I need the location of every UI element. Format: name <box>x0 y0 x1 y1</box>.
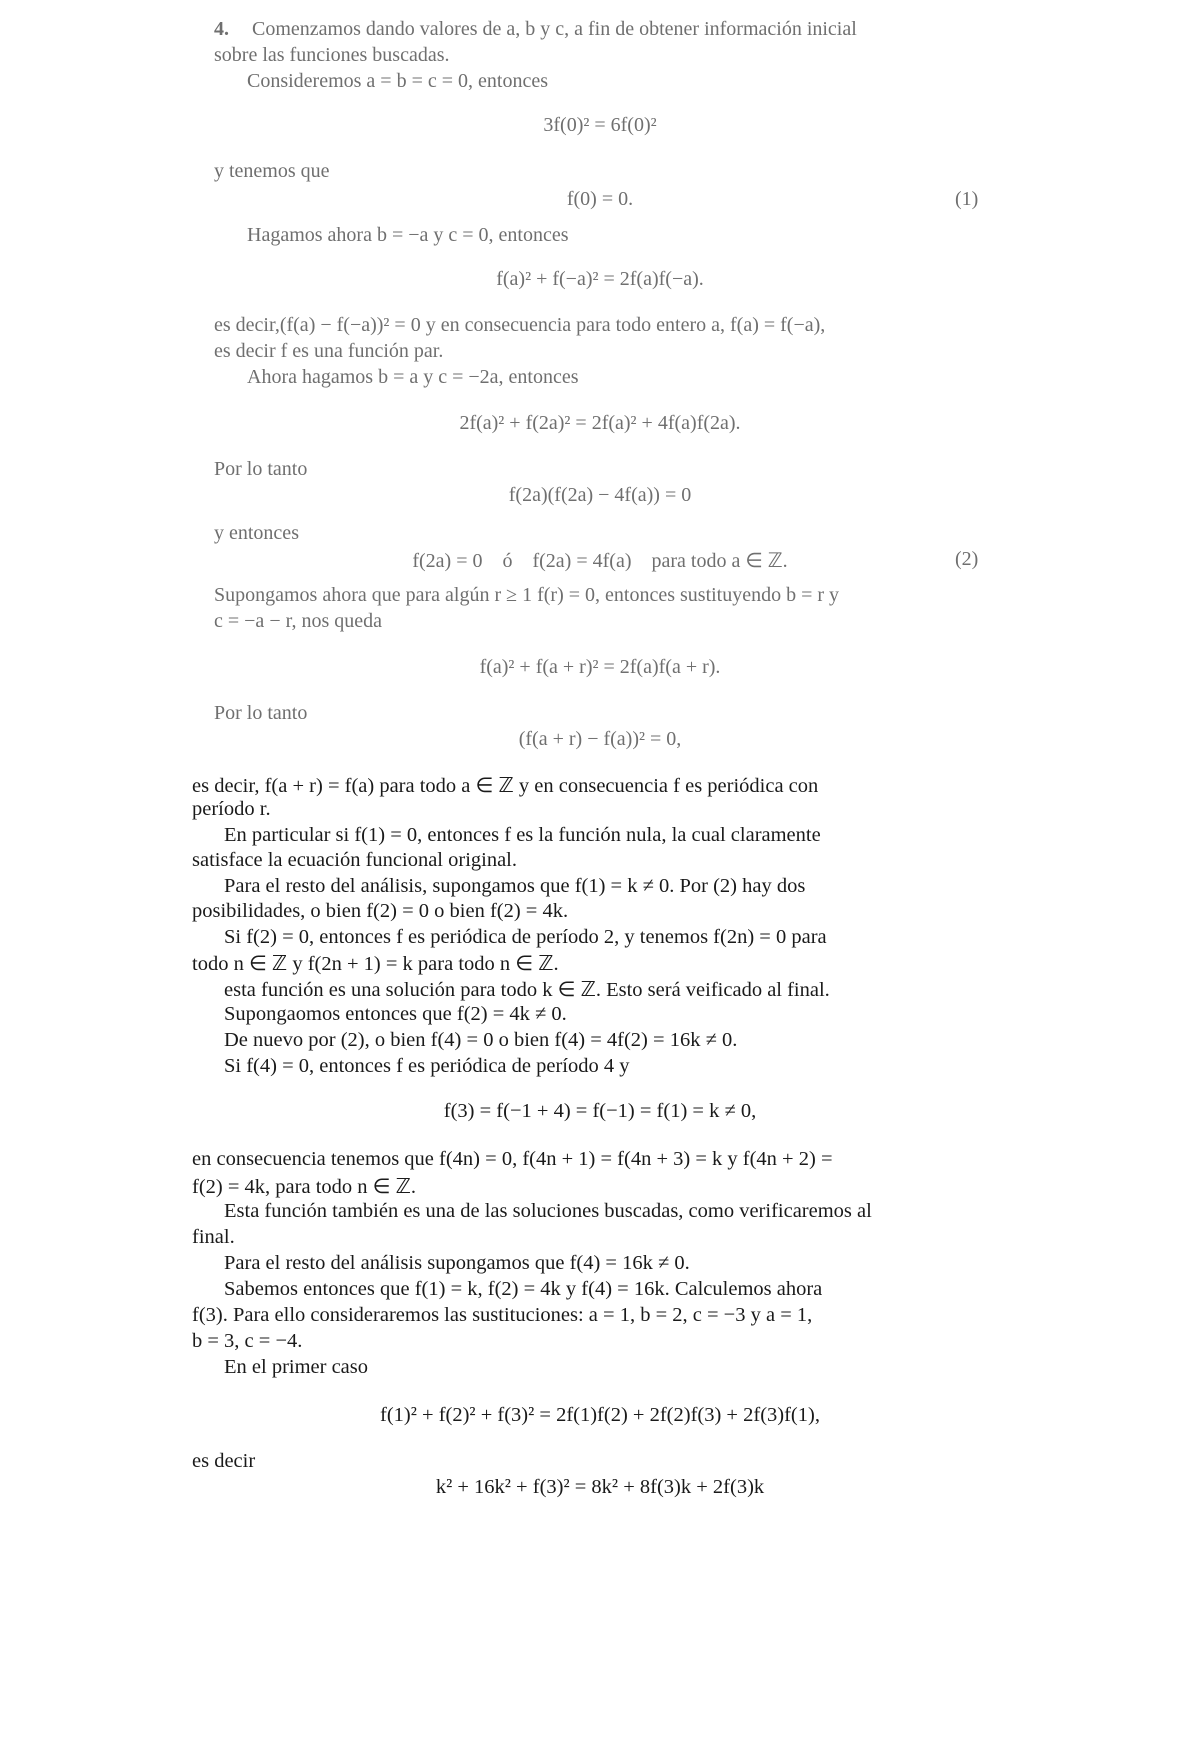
text-line: Supongaomos entonces que f(2) = 4k ≠ 0. <box>224 1003 567 1025</box>
text-line: y entonces <box>214 522 299 544</box>
text-line: Para el resto del análisis supongamos que f(4) = 16k ≠ 0. <box>224 1252 690 1274</box>
text-line: período r. <box>192 798 271 820</box>
text-line: esta función es una solución para todo k ∈ ℤ. Esto será veificado al final. <box>224 979 830 1001</box>
display-equation: k² + 16k² + f(3)² = 8k² + 8f(3)k + 2f(3)k <box>435 1476 765 1498</box>
text-line: sobre las funciones buscadas. <box>214 44 450 66</box>
display-equation: 3f(0)² = 6f(0)² <box>543 114 657 136</box>
text-line: Esta función también es una de las soluciones buscadas, como verificaremos al <box>224 1200 872 1222</box>
text-line: Por lo tanto <box>214 702 308 724</box>
text-line: es decir, f(a + r) = f(a) para todo a ∈ ℤ y en consecuencia f es periódica con <box>192 775 819 797</box>
text-line: Supongamos ahora que para algún r ≥ 1 f(r) = 0, entonces sustituyendo b = r y <box>214 584 840 606</box>
text-line: Ahora hagamos b = a y c = −2a, entonces <box>247 366 579 388</box>
text-line: En particular si f(1) = 0, entonces f es la función nula, la cual claramente <box>224 824 821 846</box>
text-line: Por lo tanto <box>214 458 308 480</box>
text-line: posibilidades, o bien f(2) = 0 o bien f(2) = 4k. <box>192 900 569 922</box>
display-equation: f(a)² + f(−a)² = 2f(a)f(−a). <box>496 268 704 290</box>
display-equation: f(2a)(f(2a) − 4f(a)) = 0 <box>508 484 692 506</box>
text-line: Hagamos ahora b = −a y c = 0, entonces <box>247 224 569 246</box>
text-line: c = −a − r, nos queda <box>214 610 382 632</box>
text-line: y tenemos que <box>214 160 330 182</box>
text-line: Comenzamos dando valores de a, b y c, a fin de obtener información inicial <box>252 18 857 40</box>
text-line: es decir,(f(a) − f(−a))² = 0 y en consecuencia para todo entero a, f(a) = f(−a), <box>214 314 826 336</box>
text-line: todo n ∈ ℤ y f(2n + 1) = k para todo n ∈ ℤ. <box>192 953 559 975</box>
display-equation: (f(a + r) − f(a))² = 0, <box>518 728 682 750</box>
text-line: es decir f es una función par. <box>214 340 444 362</box>
text-line: f(3). Para ello consideraremos las sustituciones: a = 1, b = 2, c = −3 y a = 1, <box>192 1304 813 1326</box>
display-equation: f(2a) = 0 ó f(2a) = 4f(a) para todo a ∈ ℤ. <box>412 550 788 572</box>
text-line: b = 3, c = −4. <box>192 1330 303 1352</box>
section-number: 4. <box>214 18 229 40</box>
equation-number: (2) <box>955 548 979 570</box>
text-line: Para el resto del análisis, supongamos que f(1) = k ≠ 0. Por (2) hay dos <box>224 875 806 897</box>
display-equation: f(3) = f(−1 + 4) = f(−1) = f(1) = k ≠ 0, <box>443 1100 757 1122</box>
display-equation: f(0) = 0. <box>566 188 634 210</box>
text-line: Consideremos a = b = c = 0, entonces <box>247 70 548 92</box>
text-line: De nuevo por (2), o bien f(4) = 0 o bien f(4) = 4f(2) = 16k ≠ 0. <box>224 1029 738 1051</box>
display-equation: 2f(a)² + f(2a)² = 2f(a)² + 4f(a)f(2a). <box>459 412 741 434</box>
text-line: satisface la ecuación funcional original. <box>192 849 518 871</box>
text-line: Sabemos entonces que f(1) = k, f(2) = 4k y f(4) = 16k. Calculemos ahora <box>224 1278 823 1300</box>
text-line: f(2) = 4k, para todo n ∈ ℤ. <box>192 1176 417 1198</box>
text-line: En el primer caso <box>224 1356 369 1378</box>
text-line: en consecuencia tenemos que f(4n) = 0, f(4n + 1) = f(4n + 3) = k y f(4n + 2) = <box>192 1148 833 1170</box>
text-line: final. <box>192 1226 235 1248</box>
equation-number: (1) <box>955 188 979 210</box>
text-line: Si f(2) = 0, entonces f es periódica de período 2, y tenemos f(2n) = 0 para <box>224 926 827 948</box>
text-line: Si f(4) = 0, entonces f es periódica de período 4 y <box>224 1055 630 1077</box>
display-equation: f(a)² + f(a + r)² = 2f(a)f(a + r). <box>479 656 721 678</box>
display-equation: f(1)² + f(2)² + f(3)² = 2f(1)f(2) + 2f(2)f(3) + 2f(3)f(1), <box>380 1404 820 1426</box>
text-line: es decir <box>192 1450 256 1472</box>
